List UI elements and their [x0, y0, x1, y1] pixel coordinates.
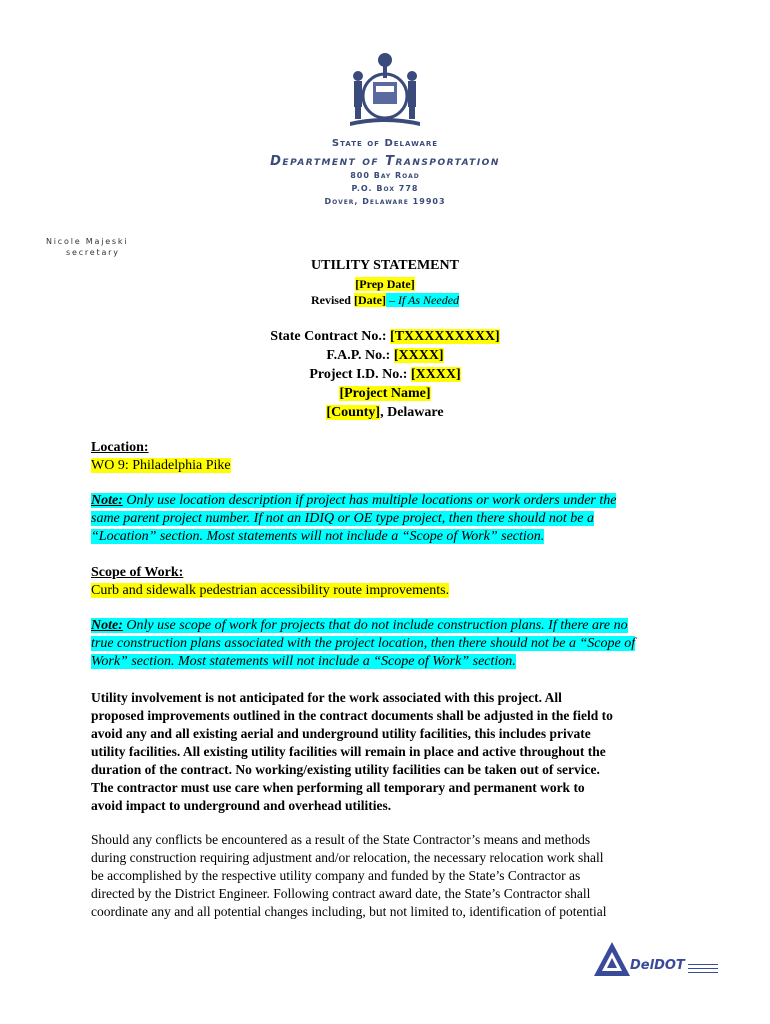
- scope-note-line-2: true construction plans associated with the project location, then there should not be a “Scope of: [91, 636, 636, 651]
- deldot-triangle-icon: [592, 940, 632, 980]
- scope-note-line-3: Work” section. Most statements will not include a “Scope of Work” section.: [91, 654, 516, 669]
- revised-line: [0, 293, 770, 308]
- paragraph-line: Utility involvement is not anticipated for the work associated with this project. All: [91, 690, 562, 705]
- state-seal: [340, 48, 430, 128]
- revised-note: – If As Needed: [385, 293, 460, 307]
- fap-label: F.A.P. No.:: [326, 348, 394, 363]
- prep-date: [Prep Date]: [355, 277, 415, 291]
- utility-involvement-paragraph: [91, 689, 683, 815]
- paragraph-line: directed by the District Engineer. Following contract award date, the State’s Contractor shall: [91, 886, 591, 901]
- project-name: [Project Name]: [339, 386, 431, 401]
- state-contract-label: State Contract No.:: [270, 329, 391, 344]
- revised-label: Revised: [310, 293, 354, 307]
- paragraph-line: be accomplished by the respective utility company and funded by the State’s Contractor as: [91, 868, 581, 883]
- scope-value-line: [91, 582, 449, 600]
- scope-note: [91, 617, 683, 671]
- revised-date: [Date]: [353, 293, 386, 307]
- logo-rule: [688, 968, 718, 969]
- scope-heading: Scope of Work:: [91, 565, 184, 580]
- paragraph-line: proposed improvements outlined in the contract documents shall be adjusted in the field to: [91, 708, 613, 723]
- prep-date-line: [0, 277, 770, 292]
- state-contract-value: [TXXXXXXXXX]: [390, 329, 500, 344]
- letterhead-state: State of Delaware: [331, 138, 439, 149]
- paragraph-line: utility facilities. All existing utility facilities will remain in place and active throughout the: [91, 744, 606, 759]
- paragraph-line: avoid impact to underground and overhead utilities.: [91, 798, 392, 813]
- location-note-line-3: “Location” section. Most statements will not include a “Scope of Work” section.: [91, 529, 545, 544]
- fap-line: [0, 348, 770, 364]
- letterhead-department: Department of Transportation: [270, 154, 500, 169]
- letterhead-address-1: 800 Bay Road: [350, 171, 420, 180]
- county: [County]: [326, 405, 381, 420]
- location-note-line-1: Only use location description if project has multiple locations or work orders under the: [122, 493, 617, 508]
- paragraph-line: during construction requiring adjustment and/or relocation, the necessary relocation work shall: [91, 850, 604, 865]
- scope-value: Curb and sidewalk pedestrian accessibility route improvements.: [91, 583, 450, 598]
- signatory-name: Nicole Majeski: [46, 237, 129, 246]
- paragraph-line: coordinate any and all potential changes including, but not limited to, identification of potential: [91, 904, 607, 919]
- state-suffix: , Delaware: [380, 405, 444, 420]
- scope-note-label: Note:: [91, 618, 123, 633]
- county-line: [0, 405, 770, 421]
- scope-note-line-1: Only use scope of work for projects that do not include construction plans. If there are no: [122, 618, 628, 633]
- conflicts-paragraph: [91, 831, 683, 921]
- deldot-logo: [592, 940, 722, 980]
- location-heading: Location:: [91, 440, 149, 455]
- project-id-line: [0, 367, 770, 383]
- paragraph-line: The contractor must use care when performing all temporary and permanent work to: [91, 780, 585, 795]
- location-note-label: Note:: [91, 493, 123, 508]
- document-title: UTILITY STATEMENT: [311, 258, 459, 273]
- paragraph-line: duration of the contract. No working/existing utility facilities can be taken out of service.: [91, 762, 600, 777]
- location-note: [91, 492, 683, 546]
- paragraph-line: Should any conflicts be encountered as a result of the State Contractor’s means and methods: [91, 832, 591, 847]
- signatory-title: secretary: [66, 248, 120, 257]
- project-name-line: [0, 386, 770, 402]
- location-value: WO 9: Philadelphia Pike: [91, 458, 231, 473]
- logo-rule: [688, 964, 718, 965]
- paragraph-line: avoid any and all existing aerial and underground utility facilities, this includes private: [91, 726, 591, 741]
- letterhead-address-2: P.O. Box 778: [351, 184, 419, 193]
- location-value-line: [91, 457, 231, 475]
- fap-value: [XXXX]: [393, 348, 444, 363]
- location-note-line-2: same parent project number. If not an IDIQ or OE type project, then there should not be a: [91, 511, 595, 526]
- state-contract-line: [0, 329, 770, 345]
- project-id-label: Project I.D. No.:: [309, 367, 411, 382]
- letterhead-address-3: Dover, Delaware 19903: [324, 197, 446, 206]
- logo-rule: [688, 972, 718, 973]
- deldot-logo-text: DelDOT: [630, 958, 685, 973]
- project-id-value: [XXXX]: [410, 367, 461, 382]
